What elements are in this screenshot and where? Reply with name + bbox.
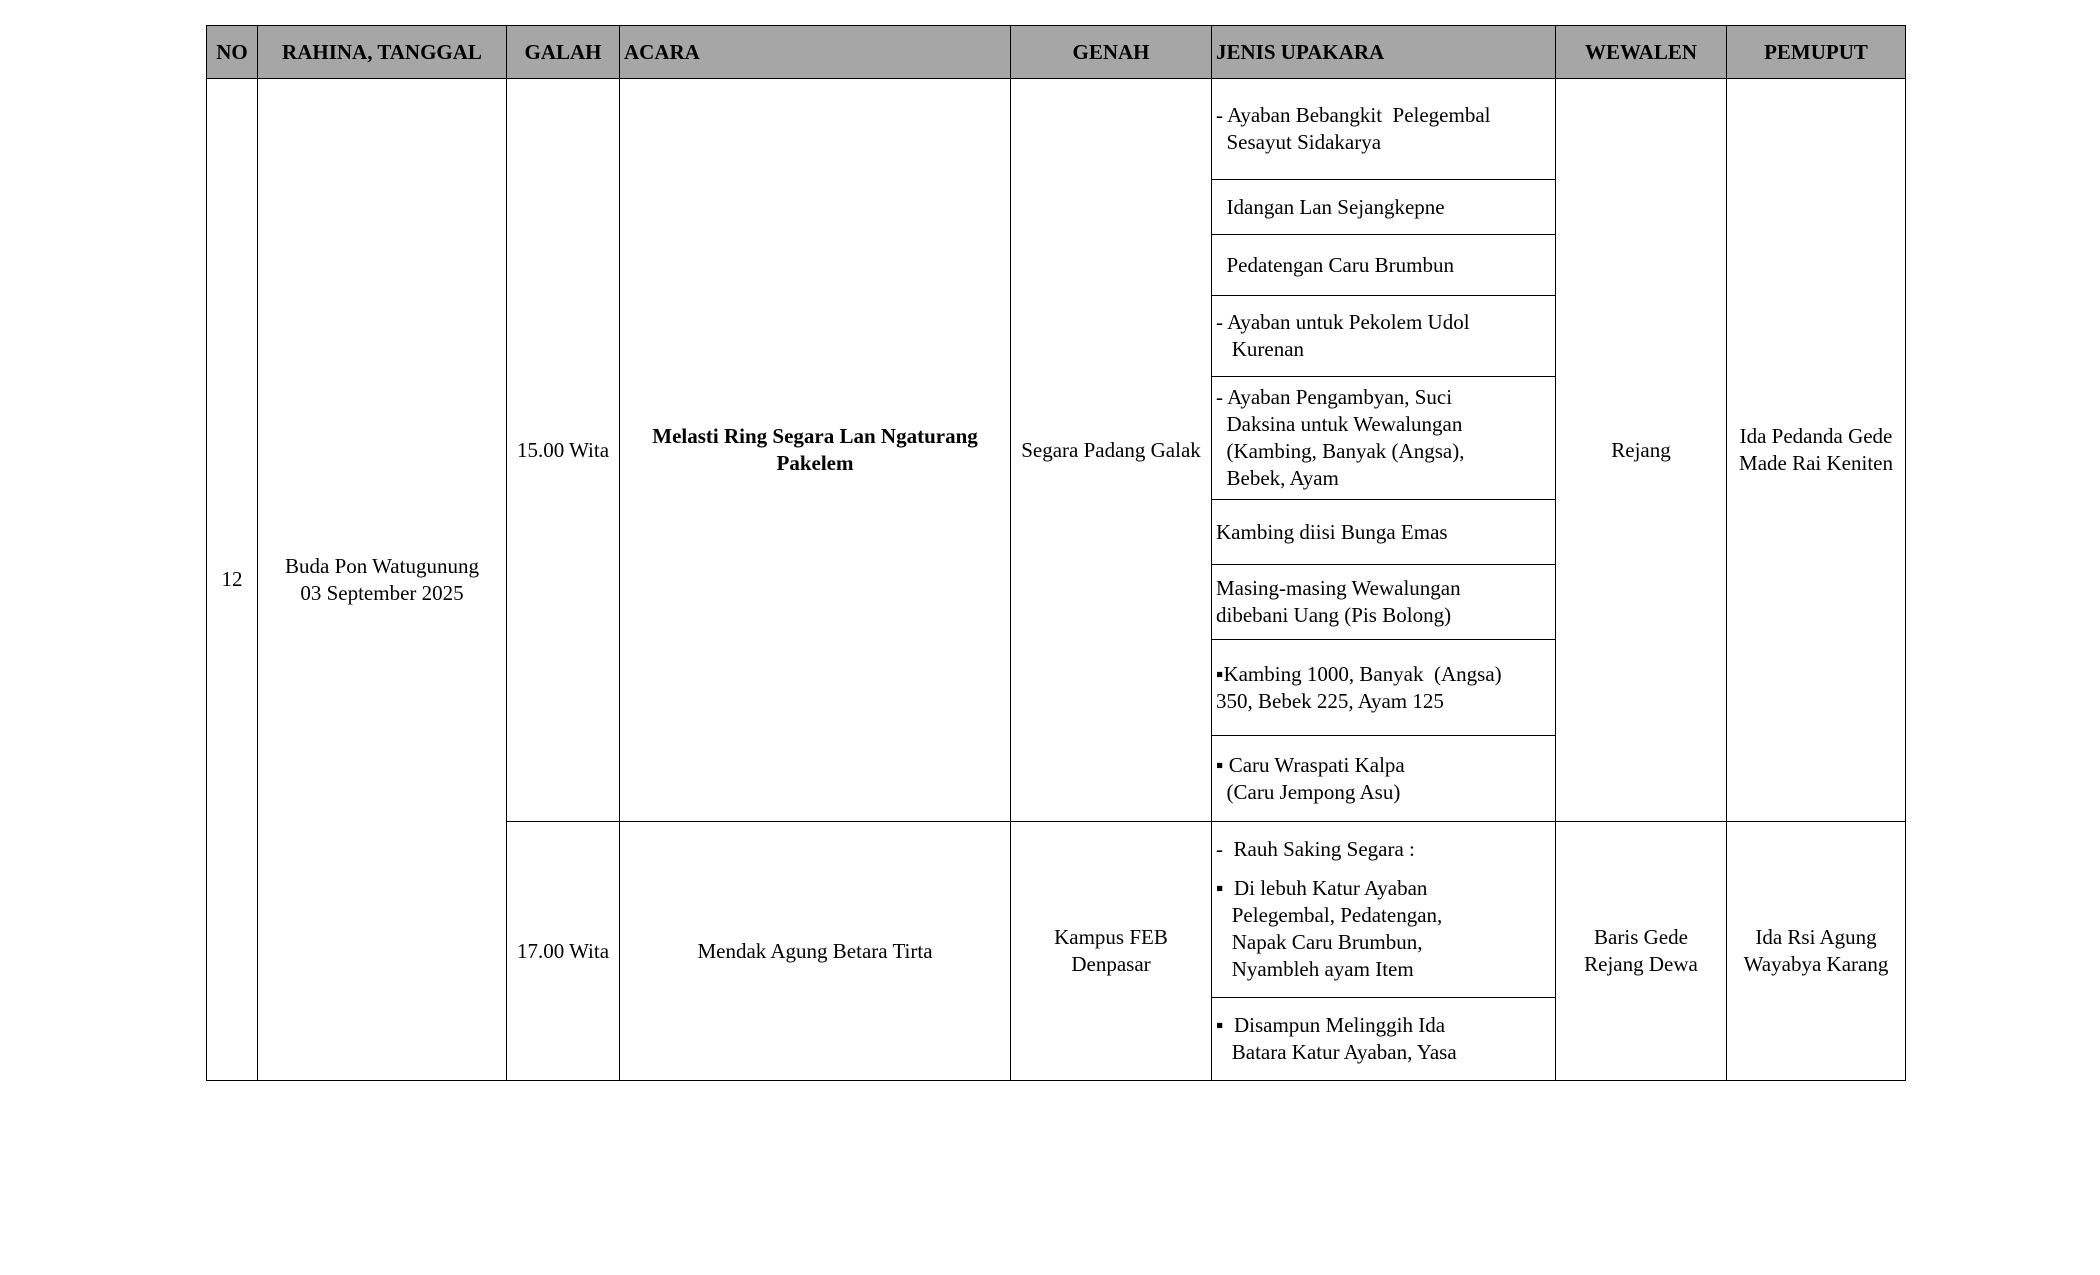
upakara-item bbox=[1212, 998, 1556, 1081]
upakara-line: ▪ Caru Wraspati Kalpa bbox=[1216, 752, 1405, 777]
header-acara: ACARA bbox=[620, 26, 1011, 79]
upakara-line: (Kambing, Banyak (Angsa), bbox=[1216, 439, 1465, 463]
pemuput-line: Made Rai Keniten bbox=[1739, 451, 1893, 475]
tanggal-line: 03 September 2025 bbox=[300, 580, 464, 605]
session2-pemuput bbox=[1727, 822, 1906, 1081]
pemuput-line: Ida Rsi Agung bbox=[1755, 925, 1877, 949]
upakara-line: Kurenan bbox=[1216, 337, 1305, 361]
header-genah: GENAH bbox=[1011, 26, 1212, 79]
session1-genah: Segara Padang Galak bbox=[1011, 79, 1212, 822]
upakara-line: Bebek, Ayam bbox=[1216, 466, 1339, 490]
session2-acara: Mendak Agung Betara Tirta bbox=[620, 822, 1011, 1081]
upakara-line: Pedatengan Caru Brumbun bbox=[1216, 252, 1454, 277]
upakara-item bbox=[1212, 180, 1556, 235]
upakara-line: ▪Kambing 1000, Banyak (Angsa) bbox=[1216, 661, 1502, 686]
upakara-line: Masing-masing Wewalungan bbox=[1216, 576, 1461, 600]
upakara-line: Idangan Lan Sejangkepne bbox=[1216, 194, 1445, 219]
upakara-line: - Ayaban Pengambyan, Suci bbox=[1216, 385, 1453, 409]
upakara-line: Daksina untuk Wewalungan bbox=[1216, 412, 1463, 436]
upakara-item bbox=[1212, 235, 1556, 296]
header-row bbox=[207, 26, 1906, 79]
upakara-line: - Rauh Saking Segara : bbox=[1216, 837, 1415, 861]
header-no: NO bbox=[207, 26, 258, 79]
upakara-item bbox=[1212, 736, 1556, 822]
rahina-line: Buda Pon Watugunung bbox=[285, 553, 479, 578]
upakara-item bbox=[1212, 500, 1556, 565]
acara-line: Melasti Ring Segara Lan Ngaturang bbox=[652, 424, 978, 448]
upakara-line: Napak Caru Brumbun, bbox=[1216, 930, 1423, 954]
upakara-line: - Ayaban Bebangkit Pelegembal bbox=[1216, 103, 1491, 127]
upakara-line: ▪ Di lebuh Katur Ayaban bbox=[1216, 876, 1428, 900]
ceremony-schedule-table bbox=[206, 25, 1906, 1081]
session1-wewalen: Rejang bbox=[1556, 79, 1727, 822]
genah-line: Kampus FEB bbox=[1054, 925, 1168, 949]
header-pemuput: PEMUPUT bbox=[1727, 26, 1906, 79]
upakara-item bbox=[1212, 377, 1556, 500]
session1-pemuput bbox=[1727, 79, 1906, 822]
upakara-line: Nyambleh ayam Item bbox=[1216, 957, 1414, 981]
upakara-line: dibebani Uang (Pis Bolong) bbox=[1216, 603, 1452, 627]
pemuput-line: Ida Pedanda Gede bbox=[1739, 424, 1893, 448]
upakara-item bbox=[1212, 640, 1556, 736]
upakara-line: - Ayaban untuk Pekolem Udol bbox=[1216, 310, 1470, 334]
session2-galah: 17.00 Wita bbox=[507, 822, 620, 1081]
upakara-line: Sesayut Sidakarya bbox=[1216, 130, 1382, 154]
upakara-line: (Caru Jempong Asu) bbox=[1216, 779, 1401, 804]
entry-number: 12 bbox=[207, 79, 258, 1081]
header-jenis-upakara: JENIS UPAKARA bbox=[1212, 26, 1556, 79]
upakara-line: Batara Katur Ayaban, Yasa bbox=[1216, 1040, 1457, 1064]
upakara-line: Kambing diisi Bunga Emas bbox=[1216, 519, 1448, 544]
upakara-line: ▪ Disampun Melinggih Ida bbox=[1216, 1013, 1446, 1037]
wewalen-line: Rejang Dewa bbox=[1584, 952, 1698, 976]
upakara-item bbox=[1212, 565, 1556, 640]
upakara-line: Pelegembal, Pedatengan, bbox=[1216, 903, 1443, 927]
upakara-item bbox=[1212, 79, 1556, 180]
session2-genah bbox=[1011, 822, 1212, 1081]
pemuput-line: Wayabya Karang bbox=[1743, 952, 1889, 976]
header-rahina-tanggal: RAHINA, TANGGAL bbox=[258, 26, 507, 79]
table-row bbox=[207, 79, 1906, 180]
session1-galah: 15.00 Wita bbox=[507, 79, 620, 822]
session1-acara bbox=[620, 79, 1011, 822]
upakara-item bbox=[1212, 822, 1556, 998]
acara-line: Pakelem bbox=[776, 451, 854, 475]
genah-line: Denpasar bbox=[1071, 952, 1151, 976]
wewalen-line: Baris Gede bbox=[1594, 925, 1688, 949]
header-galah: GALAH bbox=[507, 26, 620, 79]
upakara-line: 350, Bebek 225, Ayam 125 bbox=[1216, 688, 1444, 713]
upakara-item bbox=[1212, 296, 1556, 377]
header-wewalen: WEWALEN bbox=[1556, 26, 1727, 79]
entry-rahina-tanggal bbox=[258, 79, 507, 1081]
session2-wewalen bbox=[1556, 822, 1727, 1081]
